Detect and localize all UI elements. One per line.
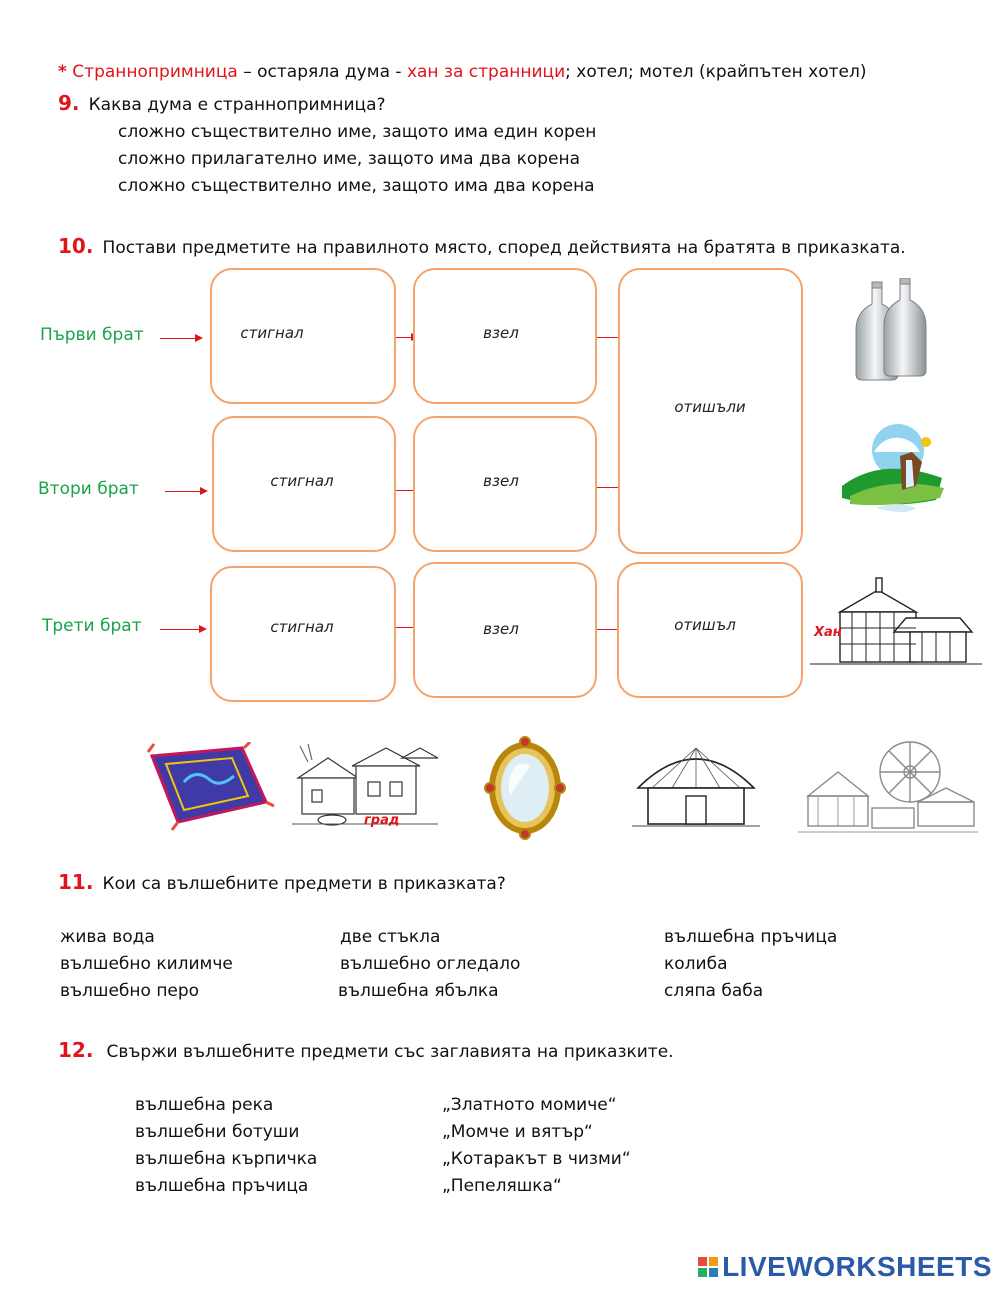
ornate-mirror-image[interactable] — [478, 734, 572, 842]
question-11-text: Кои са вълшебните предмети в приказката? — [102, 874, 506, 894]
q12-item[interactable]: вълшебна кърпичка — [135, 1149, 318, 1169]
round-hut-image[interactable] — [632, 744, 760, 830]
definition-word: Страннопримница — [72, 62, 238, 82]
question-11-number: 11. — [58, 870, 94, 894]
question-12-text: Свържи вълшебните предмети със заглавията на приказките. — [106, 1042, 674, 1062]
logo-blocks-icon — [698, 1257, 718, 1277]
drop-box-left-single[interactable] — [617, 562, 803, 698]
q11-option[interactable]: вълшебна ябълка — [338, 981, 499, 1001]
box-label-took: взел — [483, 472, 519, 490]
inn-caption: Хан — [814, 625, 842, 640]
q11-option[interactable]: вълшебно огледало — [340, 954, 521, 974]
definition-meaning-red: хан за странници — [406, 62, 566, 82]
arrow — [160, 629, 200, 630]
drop-box-second-reached[interactable] — [212, 416, 396, 552]
question-12-number: 12. — [58, 1038, 94, 1062]
q12-title[interactable]: „Златното момиче“ — [442, 1095, 617, 1115]
question-9-number: 9. — [58, 91, 80, 115]
arrow — [165, 491, 201, 492]
drop-box-third-reached[interactable] — [210, 566, 396, 702]
question-10 — [58, 234, 906, 258]
question-10-number: 10. — [58, 234, 94, 258]
q9-option[interactable]: сложно съществително име, защото има един корен — [118, 122, 597, 142]
q11-option[interactable]: две стъкла — [340, 927, 441, 947]
q11-option[interactable]: жива вода — [60, 927, 155, 947]
inn-building-image[interactable] — [810, 572, 982, 672]
two-glass-bottles-image[interactable] — [850, 278, 934, 382]
drop-box-third-took[interactable] — [413, 562, 597, 698]
drop-box-first-took[interactable] — [413, 268, 597, 404]
q12-title[interactable]: „Пепеляшка“ — [442, 1176, 562, 1196]
box-label-left-plural: отишъли — [674, 398, 746, 416]
q11-option[interactable]: вълшебна пръчица — [664, 927, 838, 947]
q12-title[interactable]: „Котаракът в чизми“ — [442, 1149, 631, 1169]
brother-label-second: Втори брат — [38, 479, 139, 499]
drop-box-second-took[interactable] — [413, 416, 597, 552]
waterfall-landscape-image[interactable] — [836, 422, 948, 518]
town-caption: град — [364, 813, 400, 828]
box-label-took: взел — [483, 324, 519, 342]
box-label-took: взел — [483, 620, 519, 638]
q12-item[interactable]: вълшебна пръчица — [135, 1176, 309, 1196]
q9-option[interactable]: сложно прилагателно име, защото има два корена — [118, 149, 581, 169]
q11-option[interactable]: вълшебно килимче — [60, 954, 233, 974]
q12-item[interactable]: вълшебна река — [135, 1095, 274, 1115]
question-9-text: Каква дума е страннопримница? — [88, 95, 386, 115]
q11-option[interactable]: колиба — [664, 954, 728, 974]
q11-option[interactable]: вълшебно перо — [60, 981, 200, 1001]
brother-label-third: Трети брат — [42, 616, 142, 636]
definition-line — [58, 62, 866, 82]
liveworksheets-logo — [698, 1251, 992, 1283]
q9-option[interactable]: сложно съществително име, защото има два корена — [118, 176, 595, 196]
q11-option[interactable]: сляпа баба — [664, 981, 764, 1001]
box-label-left-single: отишъл — [674, 616, 736, 634]
definition-star: * — [58, 62, 67, 82]
box-label-reached: стигнал — [270, 472, 334, 490]
brother-label-first: Първи брат — [40, 325, 144, 345]
definition-meaning-rest: ; хотел; мотел (крайпътен хотел) — [565, 62, 867, 82]
question-9 — [58, 91, 386, 115]
q12-item[interactable]: вълшебни ботуши — [135, 1122, 300, 1142]
arrow — [160, 338, 196, 339]
question-12 — [58, 1038, 674, 1062]
box-label-reached: стигнал — [240, 324, 304, 342]
q12-title[interactable]: „Момче и вятър“ — [442, 1122, 593, 1142]
question-11 — [58, 870, 506, 894]
magic-carpet-image[interactable] — [144, 742, 276, 834]
drop-box-first-reached[interactable] — [210, 268, 396, 404]
question-10-text: Постави предметите на правилното място, според действията на братята в приказката. — [102, 238, 906, 258]
definition-dash: – остаряла дума - — [237, 62, 407, 82]
logo-text: LIVEWORKSHEETS — [722, 1251, 992, 1282]
fairground-image[interactable] — [798, 736, 978, 840]
drop-box-left-plural[interactable] — [618, 268, 803, 554]
box-label-reached: стигнал — [270, 618, 334, 636]
